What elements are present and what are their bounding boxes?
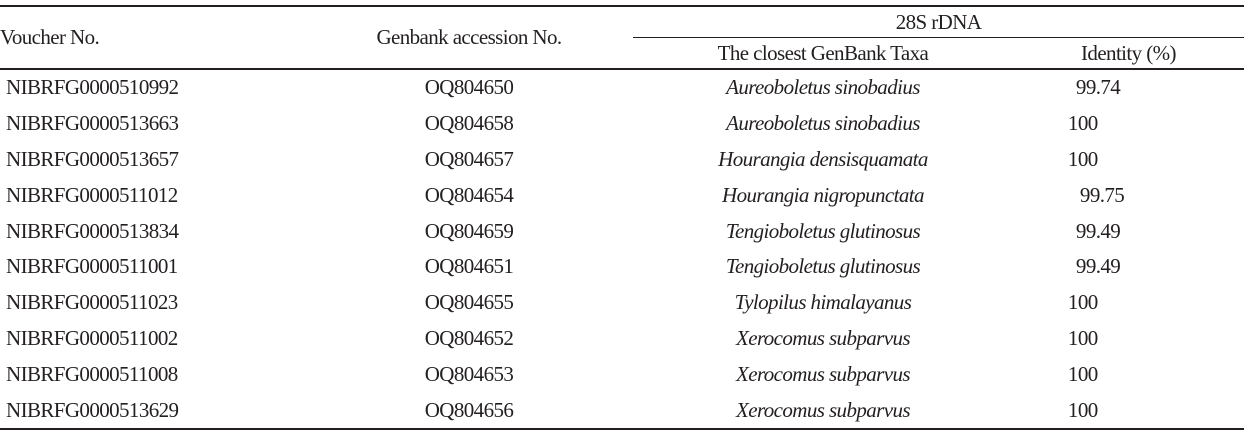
taxa-cell: Aureoboletus sinobadius	[726, 75, 920, 100]
genbank-cell: OQ804659	[424, 218, 514, 243]
taxa-cell: Xerocomus subparvus	[736, 325, 910, 350]
voucher-cell: NIBRFG0000511008	[6, 361, 178, 386]
taxa-cell: Tengioboletus glutinosus	[725, 218, 921, 243]
genbank-cell: OQ804656	[305, 392, 633, 429]
identity-cell: 100	[1067, 361, 1098, 386]
table-row	[0, 392, 1244, 429]
genbank-cell: OQ804653	[424, 361, 514, 386]
identity-cell: 100	[1067, 146, 1098, 171]
voucher-cell: NIBRFG0000511001	[6, 254, 178, 279]
header-28s-rdna: 28S rDNA	[895, 9, 982, 34]
identity-cell: 99.49	[1075, 218, 1121, 243]
voucher-cell: NIBRFG0000513663	[6, 111, 179, 136]
genbank-cell: OQ804652	[424, 325, 514, 350]
table-body	[0, 70, 1244, 429]
table-row	[0, 285, 1244, 321]
identification-table	[0, 5, 1244, 430]
voucher-cell: NIBRFG0000513834	[6, 218, 179, 243]
genbank-cell: OQ804650	[424, 75, 514, 100]
header-closest-taxa: The closest GenBank Taxa	[633, 38, 1013, 69]
table-row	[0, 70, 1244, 106]
taxa-cell: Hourangia nigropunctata	[722, 182, 924, 207]
identity-cell: 100	[1067, 325, 1098, 350]
voucher-cell: NIBRFG0000511012	[6, 182, 178, 207]
header-genbank: Genbank accession No.	[376, 25, 562, 49]
taxa-cell: Tengioboletus glutinosus	[725, 254, 921, 279]
voucher-cell: NIBRFG0000510992	[6, 75, 179, 100]
table-row	[0, 356, 1244, 392]
table-row	[0, 106, 1244, 142]
genbank-cell: OQ804658	[424, 111, 514, 136]
header-identity: Identity (%)	[1013, 38, 1244, 69]
identity-cell: 99.74	[1075, 75, 1121, 100]
taxa-cell: Aureoboletus sinobadius	[726, 111, 920, 136]
genbank-cell: OQ804654	[424, 182, 514, 207]
voucher-cell: NIBRFG0000513629	[0, 392, 305, 429]
taxa-cell: Hourangia densisquamata	[718, 146, 928, 171]
table-row	[0, 177, 1244, 213]
table-row	[0, 213, 1244, 249]
taxa-cell: Xerocomus subparvus	[736, 361, 910, 386]
genbank-cell: OQ804651	[424, 254, 514, 279]
voucher-cell: NIBRFG0000511023	[6, 290, 178, 315]
identity-cell: 100	[1067, 290, 1098, 315]
identity-cell: 100	[1013, 392, 1244, 429]
identity-cell: 100	[1067, 111, 1098, 136]
identity-cell: 99.49	[1075, 254, 1121, 279]
genbank-cell: OQ804655	[424, 290, 514, 315]
identity-cell: 99.75	[1079, 182, 1125, 207]
genbank-cell: OQ804657	[424, 146, 514, 171]
table-row	[0, 321, 1244, 357]
table-row	[0, 249, 1244, 285]
header-row-top	[0, 6, 1244, 38]
taxa-cell: Xerocomus subparvus	[633, 392, 1013, 429]
header-voucher: Voucher No.	[0, 25, 100, 49]
table-row	[0, 142, 1244, 178]
voucher-cell: NIBRFG0000513657	[6, 146, 179, 171]
taxa-cell: Tylopilus himalayanus	[734, 290, 912, 315]
voucher-cell: NIBRFG0000511002	[6, 325, 178, 350]
